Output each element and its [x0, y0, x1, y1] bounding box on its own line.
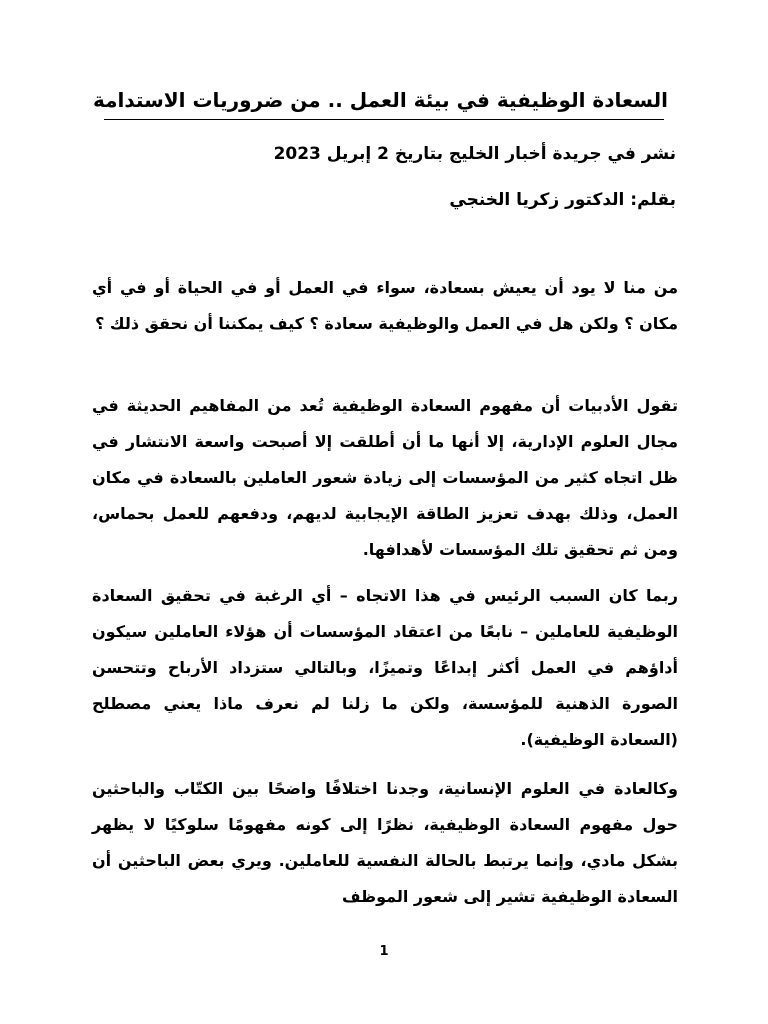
paragraph-reason: ربما كان السبب الرئيس في هذا الاتجاه – أي الرغبة في تحقيق السعادة الوظيفية للعاملين – نابعًا من اعتقاد المؤسسات أن هؤلاء العاملين سيكون أداؤهم في العمل أكثر إبداعًا وتميزًا، وبالتالي ستزداد الأرباح وتتحسن الصورة الذهنية للمؤسسة، ولكن ما زلنا لم نعرف ماذا يعني مصطلح (السعادة الوظيفية).: [92, 586, 678, 749]
page-number: 1: [379, 944, 389, 959]
page-title: السعادة الوظيفية في بيئة العمل .. من ضروريات الاستدامة: [93, 88, 668, 112]
author-line: بقلم: الدكتور زكريا الخنجي: [449, 190, 676, 210]
paragraph-intro: من منا لا يود أن يعيش بسعادة، سواء في العمل أو في الحياة أو في أي مكان ؟ ولكن هل في العمل والوظيفية سعادة ؟ كيف يمكننا أن نحقق ذلك ؟: [92, 278, 678, 333]
paragraph-definition: وكالعادة في العلوم الإنسانية، وجدنا اختلافًا واضحًا بين الكتّاب والباحثين حول مفهوم السعادة الوظيفية، نظرًا إلى كونه مفهومًا سلوكيًا لا يظهر بشكل مادي، وإنما يرتبط بالحالة النفسية للعاملين. ويري بعض الباحثين أن السعادة الوظيفية تشير إلى شعور الموظف: [92, 779, 678, 906]
publication-note: نشر في جريدة أخبار الخليج بتاريخ 2 إبريل 2023: [273, 144, 676, 164]
title-underline: [104, 119, 664, 120]
paragraph-literature: تقول الأدبيات أن مفهوم السعادة الوظيفية تُعد من المفاهيم الحديثة في مجال العلوم الإدارية، إلا أنها ما أن أطلقت إلا أصبحت واسعة الانتشار في ظل اتجاه كثير من المؤسسات إلى زيادة شعور العاملين بالسعادة في مكان العمل، وذلك بهدف تعزيز الطاقة الإيجابية لديهم، ودفعهم للعمل بحماس، ومن ثم تحقيق تلك المؤسسات لأهدافها.: [92, 396, 678, 559]
